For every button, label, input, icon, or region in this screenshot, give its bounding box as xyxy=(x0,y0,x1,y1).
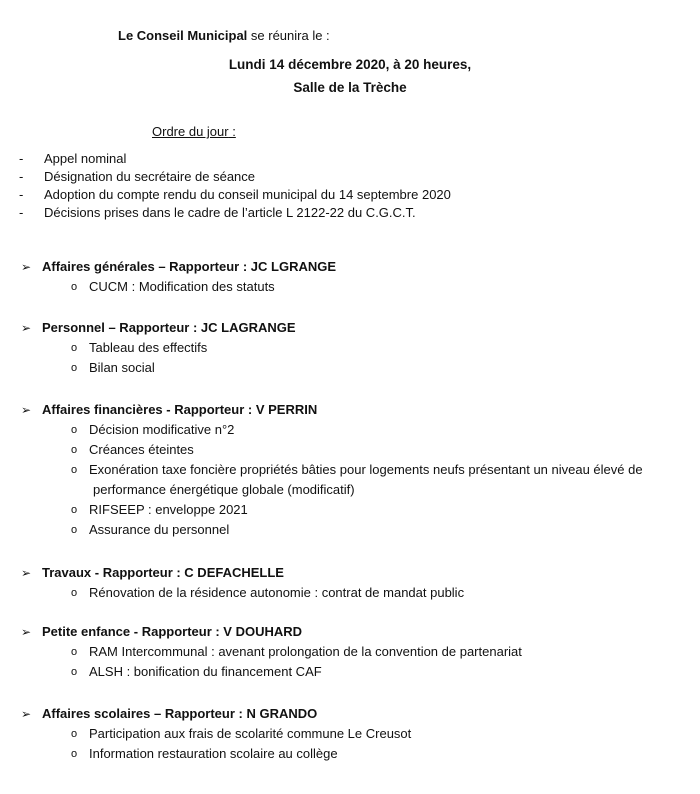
section-title xyxy=(0,257,679,277)
circle-bullet-icon: o xyxy=(71,748,78,760)
agenda-item xyxy=(0,186,451,204)
section-items xyxy=(0,420,679,540)
dash-bullet: - xyxy=(19,205,24,220)
agenda-item xyxy=(0,204,451,222)
circle-bullet-icon: o xyxy=(71,504,78,516)
section-affaires-scolaires xyxy=(0,704,679,764)
list-item xyxy=(0,358,679,378)
circle-bullet-icon: o xyxy=(71,728,78,740)
list-item xyxy=(0,583,679,603)
section-personnel xyxy=(0,318,679,378)
list-item xyxy=(0,338,679,358)
list-item-continuation: performance énergétique globale (modificatif) xyxy=(93,482,355,497)
list-item xyxy=(0,440,679,460)
list-item xyxy=(0,500,679,520)
list-item xyxy=(0,520,679,540)
section-items xyxy=(0,583,679,603)
circle-bullet-icon: o xyxy=(71,362,78,374)
dash-bullet: - xyxy=(19,187,24,202)
list-item xyxy=(0,744,679,764)
list-item-text: ALSH : bonification du financement CAF xyxy=(89,664,322,679)
section-title-text: Petite enfance - Rapporteur : V DOUHARD xyxy=(42,624,303,639)
circle-bullet-icon: o xyxy=(71,281,78,293)
list-item xyxy=(0,277,679,297)
section-items xyxy=(0,642,679,682)
section-title-text: Personnel – Rapporteur : JC LAGRANGE xyxy=(42,320,296,335)
list-item-text: Décision modificative n°2 xyxy=(89,422,235,437)
dash-bullet: - xyxy=(19,169,24,184)
circle-bullet-icon: o xyxy=(71,444,78,456)
arrow-bullet-icon: ➢ xyxy=(21,260,32,274)
list-item-text: Exonération taxe foncière propriétés bâties pour logements neufs présentant un niveau élevé de xyxy=(89,462,643,477)
intro-bold: Le Conseil Municipal xyxy=(118,28,248,43)
meeting-date: Lundi 14 décembre 2020, à 20 heures, xyxy=(228,57,472,72)
section-travaux xyxy=(0,563,679,603)
dash-bullet: - xyxy=(19,151,24,166)
section-title-text: Affaires générales – Rapporteur : JC LGRANGE xyxy=(42,259,337,274)
circle-bullet-icon: o xyxy=(71,524,78,536)
agenda-heading-label: Ordre du jour xyxy=(152,124,229,139)
list-item-text: RAM Intercommunal : avenant prolongation de la convention de partenariat xyxy=(89,644,522,659)
section-affaires-generales xyxy=(0,257,679,297)
agenda-heading xyxy=(152,124,236,139)
arrow-bullet-icon: ➢ xyxy=(21,321,32,335)
circle-bullet-icon: o xyxy=(71,666,78,678)
section-title xyxy=(0,704,679,724)
list-item xyxy=(0,724,679,744)
list-item-text: Participation aux frais de scolarité commune Le Creusot xyxy=(89,726,412,741)
list-item-text: Information restauration scolaire au collège xyxy=(89,746,338,761)
list-item-text: Assurance du personnel xyxy=(89,522,230,537)
section-title-text: Affaires financières - Rapporteur : V PERRIN xyxy=(42,402,318,417)
list-item-text: Bilan social xyxy=(89,360,155,375)
agenda-heading-colon: : xyxy=(228,124,236,139)
agenda-item-text: Adoption du compte rendu du conseil municipal du 14 septembre 2020 xyxy=(44,187,451,202)
meeting-venue: Salle de la Trèche xyxy=(293,80,407,95)
list-item-text: RIFSEEP : enveloppe 2021 xyxy=(89,502,248,517)
section-title-text: Affaires scolaires – Rapporteur : N GRANDO xyxy=(42,706,318,721)
circle-bullet-icon: o xyxy=(71,342,78,354)
agenda-item xyxy=(0,168,451,186)
arrow-bullet-icon: ➢ xyxy=(21,566,32,580)
list-item xyxy=(0,662,679,682)
agenda-item-text: Désignation du secrétaire de séance xyxy=(44,169,256,184)
section-title-text: Travaux - Rapporteur : C DEFACHELLE xyxy=(42,565,284,580)
circle-bullet-icon: o xyxy=(71,646,78,658)
agenda-list xyxy=(0,150,451,222)
arrow-bullet-icon: ➢ xyxy=(21,707,32,721)
section-items xyxy=(0,277,679,297)
agenda-item-text: Appel nominal xyxy=(44,151,127,166)
circle-bullet-icon: o xyxy=(71,587,78,599)
meeting-intro xyxy=(118,28,330,43)
list-item xyxy=(0,642,679,662)
section-items xyxy=(0,338,679,378)
list-item-text: CUCM : Modification des statuts xyxy=(89,279,275,294)
section-affaires-financieres xyxy=(0,400,679,540)
section-items xyxy=(0,724,679,764)
list-item-text: Rénovation de la résidence autonomie : contrat de mandat public xyxy=(89,585,465,600)
section-petite-enfance xyxy=(0,622,679,682)
list-item-text: Créances éteintes xyxy=(89,442,194,457)
list-item-text: Tableau des effectifs xyxy=(89,340,208,355)
section-title xyxy=(0,400,679,420)
circle-bullet-icon: o xyxy=(71,464,78,476)
arrow-bullet-icon: ➢ xyxy=(21,625,32,639)
list-item xyxy=(0,420,679,440)
list-item xyxy=(0,460,679,500)
section-title xyxy=(0,622,679,642)
agenda-item xyxy=(0,150,451,168)
agenda-item-text: Décisions prises dans le cadre de l’article L 2122-22 du C.G.C.T. xyxy=(44,205,416,220)
circle-bullet-icon: o xyxy=(71,424,78,436)
section-title xyxy=(0,563,679,583)
intro-rest: se réunira le : xyxy=(247,28,330,43)
section-title xyxy=(0,318,679,338)
arrow-bullet-icon: ➢ xyxy=(21,403,32,417)
